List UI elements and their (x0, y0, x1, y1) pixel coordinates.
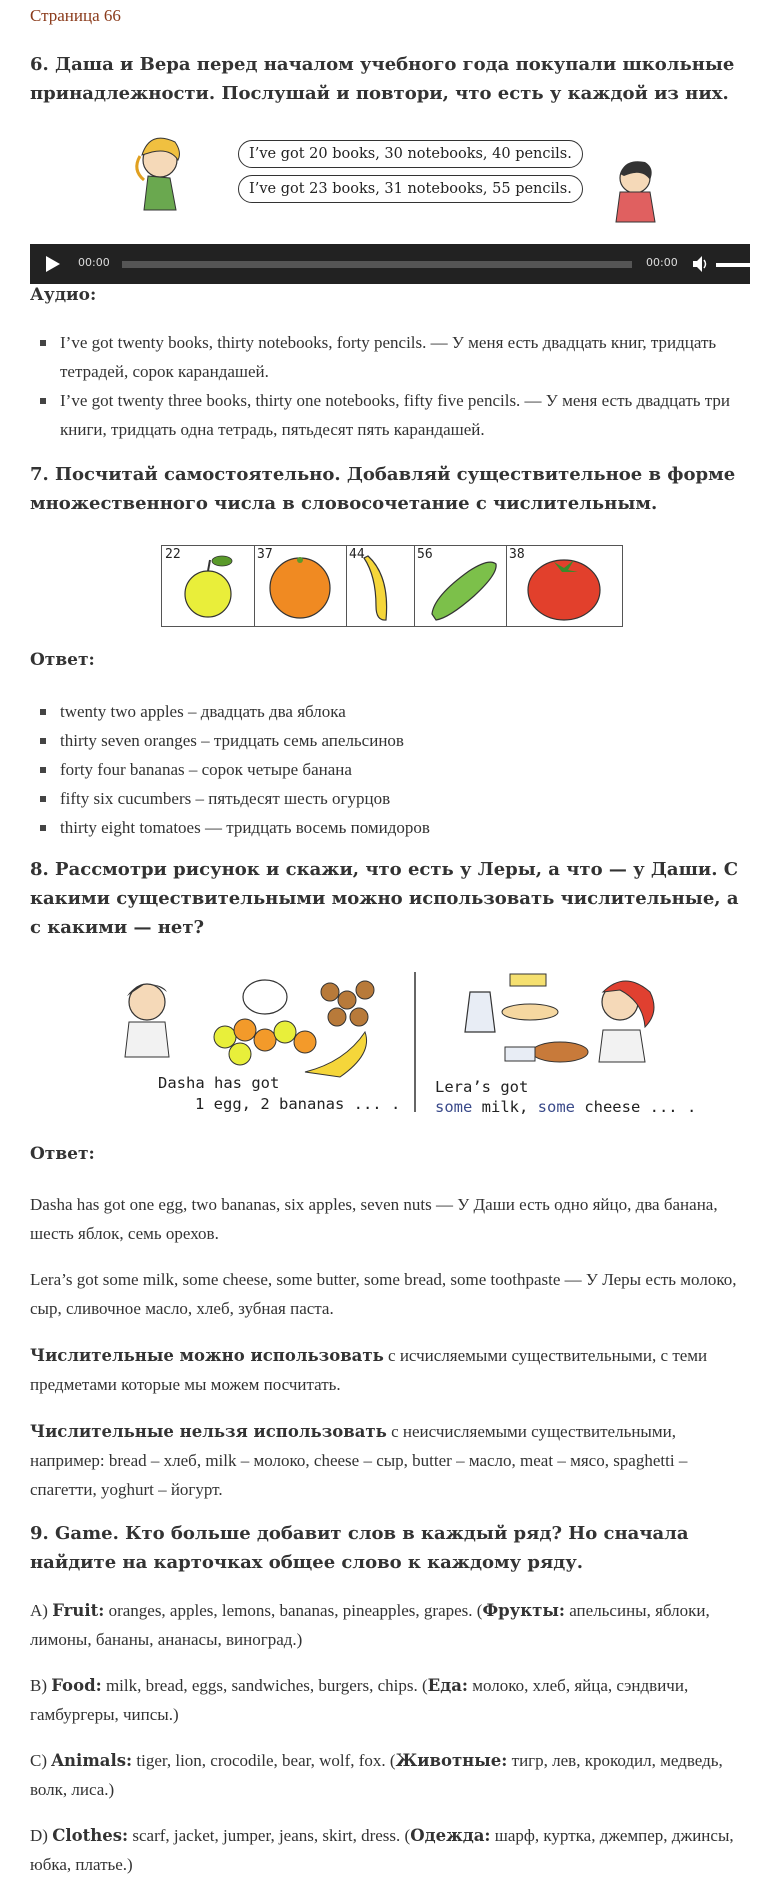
row-category-ru: Еда: (427, 1676, 468, 1695)
dasha-lera-drawing (115, 962, 705, 1117)
fruit-cell-cucumber (414, 546, 507, 626)
list-item: thirty eight tomatoes — тридцать восемь помидоров (30, 813, 750, 842)
row-words: scarf, jacket, jumper, jeans, skirt, dress. ( (128, 1826, 411, 1845)
lera-items (465, 974, 654, 1062)
cheese-word: cheese ... . (574, 1098, 697, 1116)
row-category: Fruit: (52, 1601, 105, 1620)
row-prefix: D) (30, 1826, 53, 1845)
breadcrumb[interactable]: Страница 66 (30, 6, 121, 25)
task7-list (30, 697, 750, 842)
uncountable-rest: с неисчисляемыми существительными, например: bread – хлеб, milk – молоко, cheese – сыр, butter – масло, meat – мясо, spaghetti – спагетти, yoghurt – йогурт. (30, 1422, 688, 1499)
task7-answer-label: Ответ: (30, 650, 95, 670)
task8-answer-label: Ответ: (30, 1144, 95, 1164)
row-category: Food: (51, 1676, 102, 1695)
task9-row-b (30, 1671, 750, 1729)
fruit-number: 22 (165, 547, 181, 562)
row-words: milk, bread, eggs, sandwiches, burgers, chips. ( (101, 1676, 428, 1695)
fruit-cell-orange (254, 546, 347, 626)
speech-bubble-2: I’ve got 23 books, 31 notebooks, 55 pencils. (238, 175, 583, 203)
fruit-number: 38 (509, 547, 525, 562)
audio-progress-bar[interactable] (122, 261, 632, 268)
audio-label: Аудио: (30, 285, 97, 305)
row-words: tiger, lion, crocodile, bear, wolf, fox. ( (132, 1751, 396, 1770)
fruit-number: 37 (257, 547, 273, 562)
row-words-ru: молоко, хлеб, яйца, сэндвичи, гамбургеры, чипсы.) (30, 1676, 689, 1724)
countable-bold: Числительные можно использовать (30, 1346, 384, 1365)
audio-duration: 00:00 (646, 256, 678, 269)
task7-heading: 7. Посчитай самостоятельно. Добавляй существительное в форме множественного числа в словосочетание с числительным. (30, 464, 736, 514)
caption-lera-2 (435, 1098, 696, 1116)
fruit-number: 56 (417, 547, 433, 562)
list-item: I’ve got twenty books, thirty notebooks, forty pencils. — У меня есть двадцать книг, тридцать тетрадей, сорок карандашей. (30, 328, 750, 386)
dasha-figure (137, 138, 180, 210)
fruit-cell-tomato (506, 546, 622, 626)
row-category: Clothes: (52, 1826, 129, 1845)
vera-figure (616, 161, 655, 222)
task9-row-d (30, 1821, 750, 1879)
fruit-cell-banana (346, 546, 415, 626)
row-words-ru: шарф, куртка, джемпер, джинсы, юбка, платье.) (30, 1826, 734, 1874)
list-item: forty four bananas – сорок четыре банана (30, 755, 750, 784)
row-category-ru: Одежда: (410, 1826, 491, 1845)
task8-para-lera: Lera’s got some milk, some cheese, some butter, some bread, some toothpaste — У Леры есть молоко, сыр, сливочное масло, хлеб, зубная паста. (30, 1270, 737, 1318)
caption-dasha-1: Dasha has got (158, 1074, 280, 1092)
countable-rest: с исчисляемыми существительными, с теми предметами которые мы можем посчитать. (30, 1346, 708, 1394)
speech-bubble-1: I’ve got 20 books, 30 notebooks, 40 pencils. (238, 140, 583, 168)
task6-illustration (130, 130, 670, 225)
list-item: fifty six cucumbers – пятьдесят шесть огурцов (30, 784, 750, 813)
fruit-cell-apple (162, 546, 255, 626)
fruit-number: 44 (349, 547, 365, 562)
volume-slider[interactable] (716, 263, 766, 267)
row-category-ru: Фрукты: (482, 1601, 565, 1620)
row-prefix: A) (30, 1601, 53, 1620)
task8-heading: 8. Рассмотри рисунок и скажи, что есть у Леры, а что — у Даши. С какими существительными можно использовать числительные, а с какими — нет? (30, 859, 739, 938)
caption-dasha-2: 1 egg, 2 bananas ... . (195, 1095, 401, 1113)
audio-player[interactable] (30, 244, 750, 284)
play-icon[interactable] (46, 256, 60, 272)
row-prefix: B) (30, 1676, 52, 1695)
some-word: some (435, 1098, 473, 1116)
task6-heading: 6. Даша и Вера перед началом учебного года покупали школьные принадлежности. Послушай и повтори, что есть у каждой из них. (30, 54, 735, 104)
some-word: some (537, 1098, 575, 1116)
list-item: twenty two apples – двадцать два яблока (30, 697, 750, 726)
list-item: I’ve got twenty three books, thirty one notebooks, fifty five pencils. — У меня есть двадцать три книги, тридцать одна тетрадь, пятьдесят пять карандашей. (30, 386, 750, 444)
task8-para-uncountable (30, 1417, 750, 1504)
volume-icon[interactable] (692, 255, 708, 273)
row-words-ru: тигр, лев, крокодил, медведь, волк, лиса.) (30, 1751, 723, 1799)
audio-current-time: 00:00 (78, 256, 110, 269)
task6-list (30, 328, 750, 444)
row-category-ru: Животные: (395, 1751, 508, 1770)
task9-heading: 9. Game. Кто больше добавит слов в каждый ряд? Но сначала найдите на карточках общее слово к каждому ряду. (30, 1523, 689, 1573)
dasha-items (125, 980, 374, 1077)
caption-lera-1: Lera’s got (435, 1078, 529, 1096)
row-prefix: C) (30, 1751, 52, 1770)
task8-para-dasha: Dasha has got one egg, two bananas, six apples, seven nuts — У Даши есть одно яйцо, два банана, шесть яблок, семь орехов. (30, 1195, 718, 1243)
task9-row-c (30, 1746, 750, 1804)
task8-illustration (115, 962, 705, 1117)
row-words-ru: апельсины, яблоки, лимоны, бананы, ананасы, виноград.) (30, 1601, 710, 1649)
milk-word: milk, (472, 1098, 538, 1116)
task9-row-a (30, 1596, 750, 1654)
fruit-strip (161, 545, 623, 627)
list-item: thirty seven oranges – тридцать семь апельсинов (30, 726, 750, 755)
uncountable-bold: Числительные нельзя использовать (30, 1422, 387, 1441)
row-words: oranges, apples, lemons, bananas, pineapples, grapes. ( (104, 1601, 483, 1620)
row-category: Animals: (51, 1751, 133, 1770)
task8-para-countable (30, 1341, 750, 1399)
